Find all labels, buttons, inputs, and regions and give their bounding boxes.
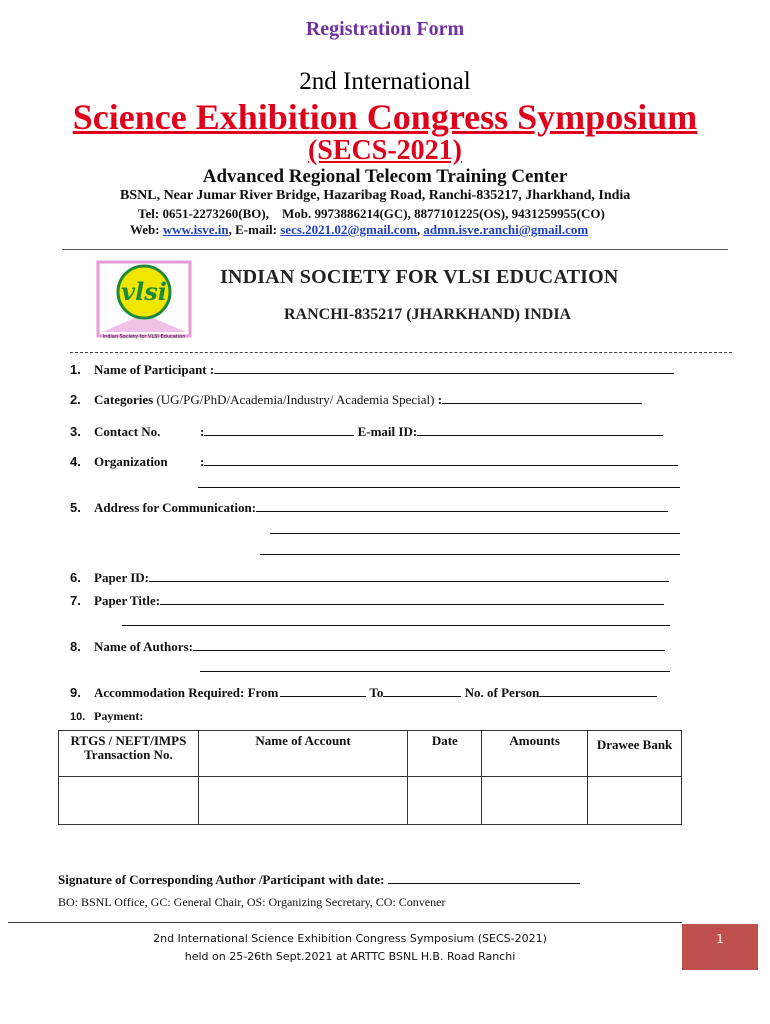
item-number: 7. <box>70 593 81 608</box>
item-number: 10. <box>70 711 86 723</box>
payment-table <box>58 730 682 825</box>
header-divider <box>62 249 728 250</box>
footer-divider <box>8 922 682 923</box>
section-divider <box>70 352 732 353</box>
paper-title-input-line-2[interactable] <box>122 625 670 626</box>
logo-text: vlsi <box>121 277 167 306</box>
event-title: Science Exhibition Congress Symposium <box>72 97 698 137</box>
logo-caption: Indian Society for VLSI Education <box>102 334 186 340</box>
field-label: Accommodation Required: From <box>94 685 279 700</box>
email-link-secondary[interactable]: admn.isve.ranchi@gmail.com <box>423 222 589 237</box>
item-number: 3. <box>70 424 81 439</box>
email-id-input[interactable] <box>417 425 663 436</box>
field-colon: : <box>437 392 443 407</box>
event-subtitle: 2nd International <box>299 68 471 95</box>
item-number: 1. <box>70 362 81 377</box>
authors-input-line-2[interactable] <box>200 671 670 672</box>
field-payment <box>70 709 143 724</box>
categories-input[interactable] <box>442 393 642 404</box>
field-label: Name of Participant : <box>94 362 215 377</box>
abbreviations-note: BO: BSNL Office, GC: General Chair, OS: Organizing Secretary, CO: Convener <box>58 895 446 909</box>
address-input-line-3[interactable] <box>260 554 680 555</box>
account-cell[interactable] <box>198 777 408 825</box>
signature-field <box>58 872 580 888</box>
organization-input-line-2[interactable] <box>198 487 680 488</box>
signature-label: Signature of Corresponding Author /Participant with date: <box>58 872 388 887</box>
event-code: (SECS-2021) <box>307 135 462 166</box>
item-number: 5. <box>70 500 81 515</box>
field-categories <box>70 392 642 408</box>
item-number: 2. <box>70 392 81 407</box>
field-label: Categories <box>94 392 154 407</box>
organization-input[interactable] <box>204 455 678 466</box>
website-link[interactable]: www.isve.in <box>162 222 229 237</box>
field-label: Address for Communication: <box>94 500 257 515</box>
email-separator: , <box>416 222 424 237</box>
web-label: Web: <box>130 222 163 237</box>
persons-count-input[interactable] <box>539 686 657 697</box>
vlsi-logo-icon <box>92 256 196 342</box>
field-authors <box>70 639 665 655</box>
item-number: 9. <box>70 685 81 700</box>
form-title: Registration Form <box>305 18 465 40</box>
venue-contact-web <box>130 222 588 238</box>
field-organization <box>70 454 678 470</box>
column-header-bank: Drawee Bank <box>588 731 682 777</box>
item-number: 4. <box>70 454 81 469</box>
transaction-cell[interactable] <box>59 777 199 825</box>
field-address <box>70 500 668 516</box>
column-header-account: Name of Account <box>198 731 408 777</box>
venue-name: Advanced Regional Telecom Training Center <box>202 166 568 187</box>
field-label: Name of Authors: <box>94 639 193 654</box>
field-label: Paper Title: <box>94 593 161 608</box>
paper-title-input[interactable] <box>160 594 664 605</box>
field-paper-id <box>70 570 669 586</box>
field-label: Contact No. <box>94 424 161 439</box>
date-cell[interactable] <box>408 777 482 825</box>
to-label: To <box>369 685 384 700</box>
address-input[interactable] <box>256 501 668 512</box>
categories-hint: (UG/PG/PhD/Academia/Industry/ Academia Special) <box>156 392 435 407</box>
column-header-transaction: RTGS / NEFT/IMPS Transaction No. <box>59 731 199 777</box>
field-colon: : <box>200 424 205 439</box>
venue-address: BSNL, Near Jumar River Bridge, Hazaribag Road, Ranchi-835217, Jharkhand, India <box>120 188 631 203</box>
authors-input[interactable] <box>193 640 665 651</box>
page-number: 1 <box>682 924 758 970</box>
footer-line-1: 2nd International Science Exhibition Congress Symposium (SECS-2021) <box>153 932 547 945</box>
table-row <box>59 777 682 825</box>
field-label: Paper ID: <box>94 570 150 585</box>
venue-phone: Tel: 0651-2273260(BO), Mob. 9973886214(GC), 8877101225(OS), 9431259955(CO) <box>138 206 605 221</box>
email-label: , E-mail: <box>228 222 281 237</box>
item-number: 6. <box>70 570 81 585</box>
paper-id-input[interactable] <box>149 571 669 582</box>
organization-place: RANCHI-835217 (JHARKHAND) INDIA <box>284 306 572 323</box>
participant-name-input[interactable] <box>214 363 674 374</box>
column-header-amounts: Amounts <box>482 731 588 777</box>
field-participant-name <box>70 362 674 378</box>
footer-line-2: held on 25-26th Sept.2021 at ARTTC BSNL H.B. Road Ranchi <box>184 950 516 963</box>
accommodation-from-input[interactable] <box>280 686 366 697</box>
email-link-primary[interactable]: secs.2021.02@gmail.com <box>280 222 417 237</box>
field-colon: : <box>200 454 205 469</box>
accommodation-to-input[interactable] <box>383 686 461 697</box>
email-id-label: E-mail ID: <box>357 424 418 439</box>
page-footer <box>80 930 620 966</box>
field-label: Organization <box>94 454 168 469</box>
item-number: 8. <box>70 639 81 654</box>
organization-name: INDIAN SOCIETY FOR VLSI EDUCATION <box>220 266 619 288</box>
persons-label: No. of Person <box>464 685 540 700</box>
contact-number-input[interactable] <box>204 425 354 436</box>
address-input-line-2[interactable] <box>270 533 680 534</box>
signature-input[interactable] <box>388 873 580 884</box>
field-contact <box>70 424 663 440</box>
bank-cell[interactable] <box>588 777 682 825</box>
field-label: Payment: <box>94 709 144 723</box>
field-accommodation <box>70 685 657 701</box>
column-header-date: Date <box>408 731 482 777</box>
table-header-row <box>59 731 682 777</box>
field-paper-title <box>70 593 664 609</box>
amount-cell[interactable] <box>482 777 588 825</box>
